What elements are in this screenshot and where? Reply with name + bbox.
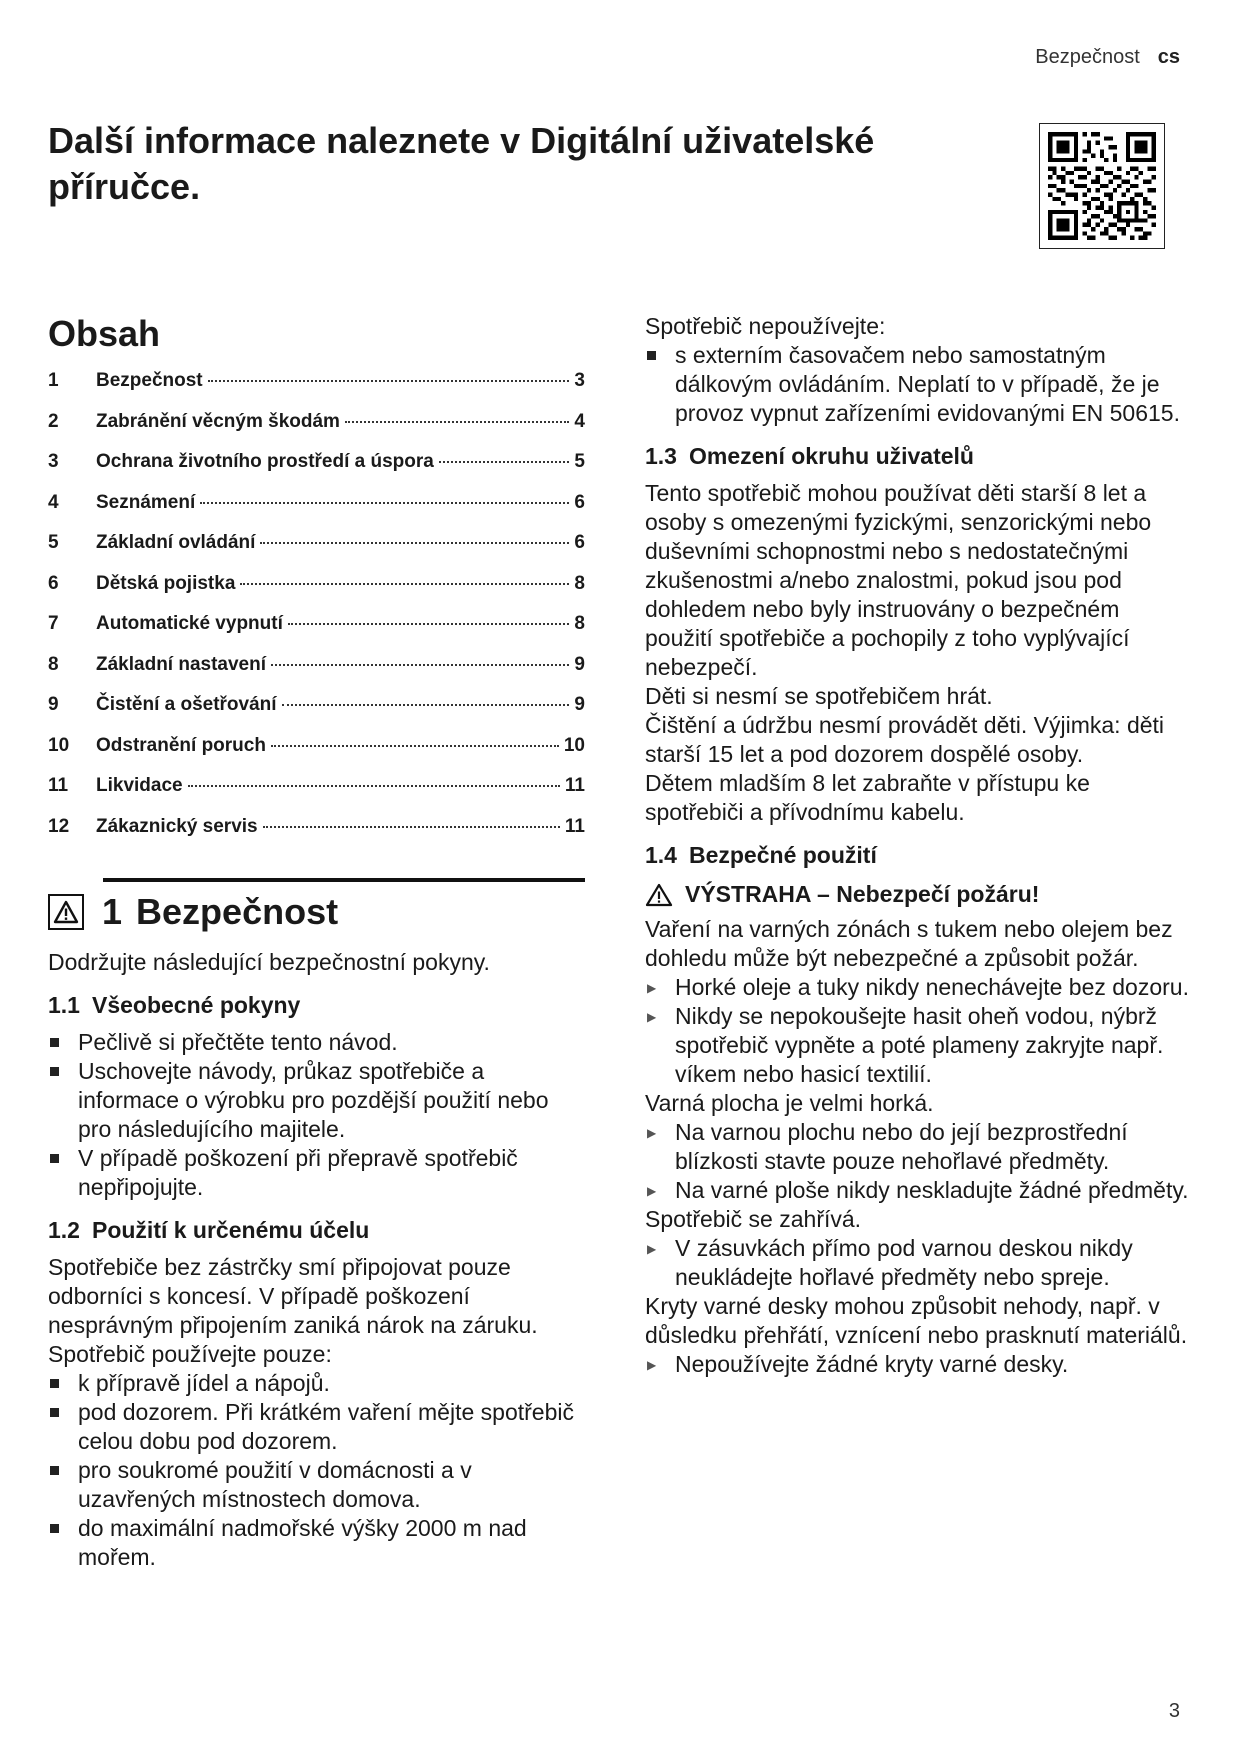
toc-entry[interactable] — [48, 816, 585, 857]
table-of-contents — [48, 370, 585, 856]
toc-label: Odstranění poruch — [96, 734, 266, 756]
paragraph: Kryty varné desky mohou způsobit nehody, např. v důsledku přehřátí, vznícení nebo prasknutí materiálů. — [645, 1293, 1188, 1348]
list-item: do maximální nadmořské výšky 2000 m nad mořem. — [48, 1514, 585, 1572]
toc-number: 3 — [48, 451, 59, 472]
qr-code[interactable] — [1039, 123, 1165, 249]
toc-leader — [271, 745, 559, 747]
toc-page: 10 — [563, 734, 585, 756]
toc-leader — [263, 826, 560, 828]
paragraph: Vaření na varných zónách s tukem nebo olejem bez dohledu může být nebezpečné a způsobit požár. — [645, 916, 1173, 971]
paragraph: Děti si nesmí se spotřebičem hrát. — [645, 683, 993, 709]
toc-page: 9 — [574, 653, 585, 675]
running-header — [1035, 46, 1180, 69]
digital-manual-heading: Další informace naleznete v Digitální uživatelské příručce. — [48, 120, 875, 207]
toc-entry[interactable] — [48, 411, 585, 452]
subsection-number: 1.4 — [645, 842, 677, 868]
toc-number: 6 — [48, 572, 59, 594]
toc-number: 7 — [48, 613, 59, 634]
section-intro: Dodržujte následující bezpečnostní pokyny. — [48, 949, 490, 975]
toc-label: Bezpečnost — [96, 370, 203, 391]
toc-page: 4 — [574, 410, 585, 432]
toc-page: 11 — [564, 815, 585, 837]
instruction-step: ▶ Nikdy se nepokoušejte hasit oheň vodou, nýbrž spotřebič vypněte a poté plameny zakryjte např. víkem nebo hasicí textilií. — [645, 1002, 1190, 1089]
toc-entry[interactable] — [48, 573, 585, 614]
toc-number: 2 — [48, 410, 59, 432]
toc-leader — [188, 785, 560, 787]
toc-entry[interactable] — [48, 694, 585, 735]
paragraph: Tento spotřebič mohou používat děti starší 8 let a osoby s omezenými fyzickými, senzorickými nebo duševními schopnostmi nebo s nedostatečnými zkušenostmi a/nebo znalostmi, pokud jsou pod dohledem nebo byly instruovány o bezpečném použití spotřebiče a pochopily z toho vyplývající nebezpečí. — [645, 480, 1152, 680]
toc-leader — [439, 461, 570, 463]
toc-leader — [345, 421, 569, 423]
paragraph: Dětem mladším 8 let zabraňte v přístupu ke spotřebiči a přívodnímu kabelu. — [645, 770, 1090, 825]
subsection-1-2-heading — [48, 1216, 585, 1245]
toc-page: 6 — [574, 491, 585, 513]
toc-label: Zabránění věcným škodám — [96, 410, 340, 432]
paragraph: Spotřebiče bez zástrčky smí připojovat pouze odborníci s koncesí. V případě poškození nesprávným připojením zaniká nárok na záruku. — [48, 1254, 538, 1338]
paragraph: Čištění a údržbu nesmí provádět děti. Výjimka: děti starší 15 let a pod dozorem dospělé osoby. — [645, 712, 1165, 767]
list-item: pod dozorem. Při krátkém vaření mějte spotřebič celou dobu pod dozorem. — [48, 1398, 585, 1456]
toc-entry[interactable] — [48, 654, 585, 695]
list-item: Uschovejte návody, průkaz spotřebiče a informace o výrobku pro pozdější použití nebo pro následujícího majitele. — [48, 1057, 585, 1144]
warning-triangle-icon — [645, 883, 673, 907]
toc-page: 11 — [564, 775, 585, 796]
section-1-heading — [48, 888, 585, 936]
toc-leader — [271, 664, 569, 666]
toc-label: Automatické vypnutí — [96, 613, 283, 634]
instruction-step: ▶ Nepoužívejte žádné kryty varné desky. — [645, 1350, 1190, 1379]
toc-page: 8 — [574, 613, 585, 634]
subsection-title: Všeobecné pokyny — [91, 992, 301, 1018]
toc-title: Obsah — [48, 313, 161, 354]
toc-label: Základní nastavení — [96, 653, 267, 675]
warning-icon — [48, 894, 84, 930]
toc-label: Ochrana životního prostředí a úspora — [96, 451, 434, 472]
toc-page: 8 — [574, 572, 585, 594]
toc-leader — [282, 704, 570, 706]
toc-number: 9 — [48, 694, 59, 715]
section-title: Bezpečnost — [136, 891, 339, 932]
paragraph: Spotřebič používejte pouze: — [48, 1341, 332, 1367]
toc-leader — [208, 380, 570, 382]
qr-code-icon — [1048, 132, 1156, 240]
instruction-step: ▶ V zásuvkách přímo pod varnou deskou nikdy neukládejte hořlavé předměty nebo spreje. — [645, 1234, 1190, 1292]
toc-number: 8 — [48, 653, 59, 675]
subsection-title: Omezení okruhu uživatelů — [688, 443, 974, 469]
toc-entry[interactable] — [48, 613, 585, 654]
subsection-number: 1.2 — [48, 1217, 80, 1243]
toc-number: 12 — [48, 815, 70, 837]
toc-label: Seznámení — [96, 491, 196, 513]
toc-entry[interactable] — [48, 532, 585, 573]
list-item: k přípravě jídel a nápojů. — [48, 1369, 585, 1398]
warning-text: VÝSTRAHA – Nebezpečí požáru! — [685, 881, 1040, 907]
toc-page: 9 — [574, 694, 585, 715]
instruction-step: ▶ Na varné ploše nikdy neskladujte žádné předměty. — [645, 1176, 1190, 1205]
language-code: cs — [1157, 46, 1180, 68]
toc-number: 10 — [48, 734, 70, 756]
toc-leader — [260, 542, 569, 544]
toc-page: 6 — [574, 532, 585, 553]
instruction-step: ▶ Horké oleje a tuky nikdy nenechávejte bez dozoru. — [645, 973, 1190, 1002]
toc-label: Čistění a ošetřování — [96, 694, 277, 715]
toc-number: 5 — [48, 532, 59, 553]
paragraph: Spotřebič nepoužívejte: — [645, 313, 886, 339]
subsection-number: 1.1 — [48, 992, 80, 1018]
toc-entry[interactable] — [48, 775, 585, 816]
toc-page: 3 — [574, 370, 585, 391]
page-number: 3 — [1168, 1700, 1180, 1722]
toc-page: 5 — [574, 451, 585, 472]
toc-entry[interactable] — [48, 492, 585, 533]
paragraph: Varná plocha je velmi horká. — [645, 1090, 934, 1116]
subsection-title: Použití k určenému účelu — [91, 1217, 370, 1243]
toc-label: Základní ovládání — [96, 532, 256, 553]
subsection-1-4-heading — [645, 841, 1190, 870]
toc-entry[interactable] — [48, 370, 585, 411]
section-number: 1 — [102, 891, 123, 932]
subsection-title: Bezpečné použití — [688, 842, 877, 868]
list-item: s externím časovačem nebo samostatným dálkovým ovládáním. Neplatí to v případě, že je provoz vypnut zařízeními evidovanými EN 50615. — [645, 341, 1190, 428]
instruction-step: ▶ Na varnou plochu nebo do její bezprostřední blízkosti stavte pouze nehořlavé předměty. — [645, 1118, 1190, 1176]
toc-number: 4 — [48, 491, 59, 513]
toc-entry[interactable] — [48, 735, 585, 776]
toc-leader — [240, 583, 569, 585]
fire-warning — [645, 880, 1190, 909]
subsection-1-3-heading — [645, 442, 1190, 471]
left-column — [48, 312, 585, 1572]
section-rule — [103, 878, 585, 882]
list-item: Pečlivě si přečtěte tento návod. — [48, 1028, 585, 1057]
subsection-1-1-heading — [48, 991, 585, 1020]
toc-label: Dětská pojistka — [96, 572, 236, 594]
subsection-number: 1.3 — [645, 443, 677, 469]
toc-number: 11 — [48, 775, 69, 796]
toc-label: Likvidace — [96, 775, 183, 796]
running-header-section: Bezpečnost — [1035, 46, 1140, 68]
toc-entry[interactable] — [48, 451, 585, 492]
toc-leader — [200, 502, 569, 504]
toc-leader — [288, 623, 570, 625]
toc-label: Zákaznický servis — [96, 815, 258, 837]
list-item: V případě poškození při přepravě spotřebič nepřipojujte. — [48, 1144, 585, 1202]
paragraph: Spotřebič se zahřívá. — [645, 1206, 862, 1232]
toc-number: 1 — [48, 370, 59, 391]
list-item: pro soukromé použití v domácnosti a v uzavřených místnostech domova. — [48, 1456, 585, 1514]
right-column — [645, 312, 1190, 1379]
